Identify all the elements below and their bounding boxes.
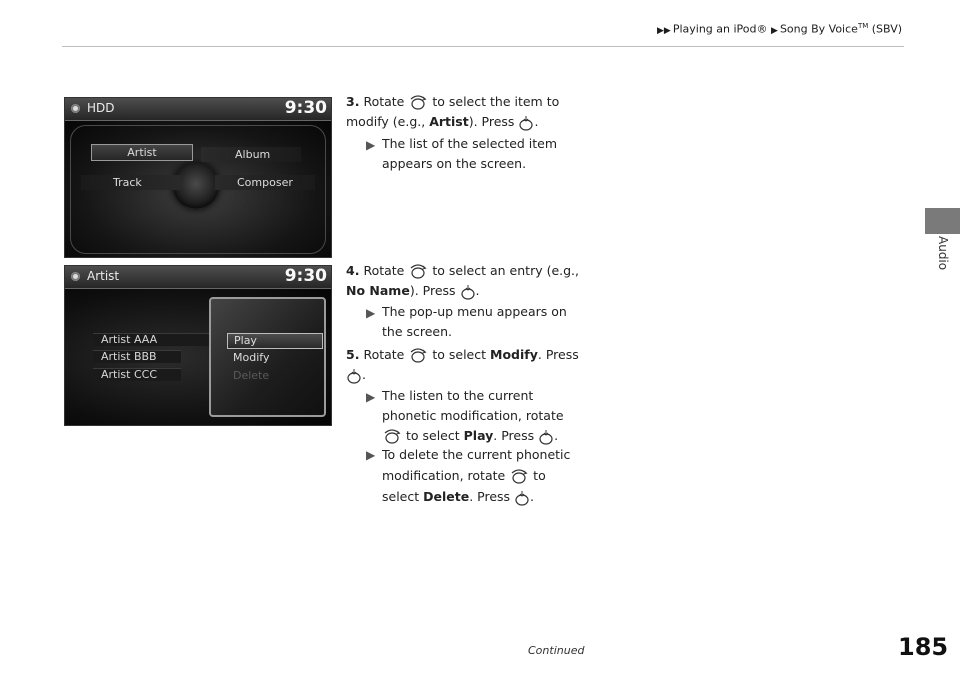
step-term: Delete	[423, 489, 470, 504]
page-number: 185	[898, 633, 949, 661]
step-text: to select	[405, 428, 460, 443]
step-text: To delete the current phonetic modification, rotate	[382, 447, 571, 483]
step-5: 5. Rotate to select Modify. Press .	[346, 347, 579, 382]
step-text: . Press	[493, 428, 535, 443]
clock: 9:30	[284, 266, 327, 286]
step-text: . Press	[469, 489, 511, 504]
step-number: 5.	[346, 347, 360, 362]
step-number: 4.	[346, 263, 360, 278]
popup-item-play[interactable]: Play	[227, 333, 323, 349]
interface-dial-press-icon	[514, 490, 530, 506]
menu-item-track[interactable]: Track	[81, 175, 181, 190]
interface-dial-rotate-icon	[509, 468, 529, 485]
breadcrumb-item: Song By Voice	[779, 22, 858, 36]
step-term: Artist	[429, 114, 469, 129]
popup-item-delete[interactable]: Delete	[233, 369, 270, 382]
trademark: TM	[857, 22, 869, 30]
step-3-result: The list of the selected item appears on the screen.	[382, 136, 558, 171]
menu-item-artist[interactable]: Artist	[91, 144, 193, 161]
bullet-arrow-icon: ▶	[366, 138, 376, 152]
step-4: 4. Rotate to select an entry (e.g., No Name). Press .	[346, 263, 579, 298]
step-text: to select	[382, 468, 546, 504]
step-text: to select	[432, 347, 487, 362]
screen-title: Artist	[87, 269, 120, 283]
interface-dial-rotate-icon	[408, 347, 428, 364]
step-text: ). Press	[409, 283, 456, 298]
interface-dial-rotate-icon	[382, 428, 402, 445]
disc-icon	[71, 104, 80, 113]
section-tab	[925, 208, 960, 234]
hdd-screen	[64, 97, 332, 258]
list-item[interactable]: Artist AAA	[93, 333, 217, 346]
screen-title: HDD	[87, 101, 115, 115]
step-number: 3.	[346, 94, 360, 109]
step-4-result: The pop-up menu appears on the screen.	[382, 304, 567, 339]
list-item[interactable]: Artist BBB	[93, 350, 181, 363]
step-3: 3. Rotate to select the item to modify (e.g., Artist). Press .	[346, 94, 560, 129]
interface-dial-press-icon	[538, 429, 554, 445]
step-text: Rotate	[363, 347, 405, 362]
step-text: to select an entry (e.g.,	[432, 263, 579, 278]
screen-header	[65, 98, 331, 121]
interface-dial-rotate-icon	[408, 94, 428, 111]
clock: 9:30	[284, 98, 327, 118]
step-term: Play	[463, 428, 494, 443]
step-text: ). Press	[468, 114, 515, 129]
list-item[interactable]: Artist CCC	[93, 368, 181, 381]
step-term: Modify	[490, 347, 538, 362]
breadcrumb-suffix: (SBV)	[871, 22, 903, 36]
screen-header	[65, 266, 331, 289]
artist-screen	[64, 265, 332, 426]
interface-dial-press-icon	[460, 284, 476, 300]
disc-icon	[71, 272, 80, 281]
arrow-icon: ▶	[771, 25, 778, 36]
step-term: No Name	[346, 283, 410, 298]
step-5-result-2: To delete the current phonetic modification, rotate to select Delete. Press .	[382, 447, 571, 504]
arrow-icon: ▶▶	[657, 25, 671, 36]
step-text: Rotate	[363, 263, 405, 278]
breadcrumb	[657, 22, 902, 36]
menu-item-album[interactable]: Album	[201, 147, 301, 162]
menu-item-composer[interactable]: Composer	[215, 175, 315, 190]
screen-body	[65, 289, 331, 425]
popup-menu	[209, 297, 326, 417]
interface-dial-press-icon	[346, 368, 362, 384]
bullet-arrow-icon: ▶	[366, 306, 376, 320]
interface-dial-press-icon	[518, 115, 534, 131]
popup-item-modify[interactable]: Modify	[233, 351, 270, 364]
bullet-arrow-icon: ▶	[366, 448, 376, 462]
bullet-arrow-icon: ▶	[366, 390, 376, 404]
step-text: . Press	[537, 347, 579, 362]
step-5-result-1: The listen to the current phonetic modification, rotate to select Play. Press .	[382, 388, 564, 443]
screen-body	[65, 121, 331, 257]
step-text: Rotate	[363, 94, 405, 109]
section-label: Audio	[936, 236, 950, 271]
interface-dial-rotate-icon	[408, 263, 428, 280]
step-text: to select the item to modify (e.g.,	[346, 94, 560, 129]
step-text: The listen to the current phonetic modification, rotate	[382, 388, 564, 423]
continued-label: Continued	[528, 644, 585, 657]
breadcrumb-item: Playing an iPod®	[672, 22, 768, 36]
header-rule	[62, 46, 904, 47]
